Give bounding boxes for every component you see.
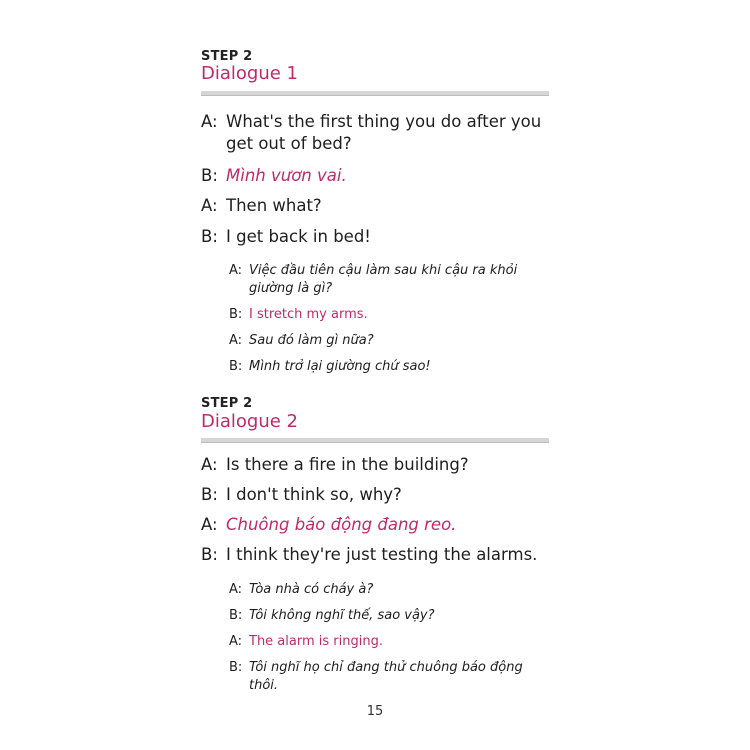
line-text: I think they're just testing the alarms. bbox=[226, 545, 538, 564]
dialogue-1-line-1-continued: get out of bed? bbox=[226, 134, 352, 153]
line-text: I don't think so, why? bbox=[226, 485, 402, 504]
step-label: STEP 2 bbox=[201, 396, 253, 411]
dialogue-1-translation-1 bbox=[229, 263, 517, 278]
line-text: Sau đó làm gì nữa? bbox=[249, 333, 374, 348]
dialogue-2-title: Dialogue 2 bbox=[201, 411, 298, 432]
dialogue-2-translation-4-continued: thôi. bbox=[249, 678, 279, 693]
speaker-label: A: bbox=[201, 455, 218, 474]
line-text: The alarm is ringing. bbox=[249, 634, 383, 649]
line-text: Tôi không nghĩ thế, sao vậy? bbox=[249, 608, 435, 623]
speaker-label: B: bbox=[229, 307, 243, 322]
dialogue-1-line-4 bbox=[201, 227, 371, 246]
dialogue-1-translation-1-continued: giường là gì? bbox=[249, 281, 333, 296]
dialogue-1-line-2 bbox=[201, 166, 347, 185]
dialogue-1-line-1 bbox=[201, 112, 541, 131]
speaker-label: B: bbox=[201, 485, 218, 504]
line-text: Tòa nhà có cháy à? bbox=[249, 582, 374, 597]
speaker-label: B: bbox=[229, 608, 243, 623]
title-rule bbox=[201, 438, 549, 443]
line-text: Việc đầu tiên cậu làm sau khi cậu ra khỏi bbox=[249, 263, 518, 278]
line-text: What's the first thing you do after you bbox=[226, 112, 542, 131]
dialogue-2-translation-4 bbox=[229, 660, 523, 675]
dialogue-1-translation-4 bbox=[229, 359, 431, 374]
speaker-label: B: bbox=[201, 545, 218, 564]
line-text: Mình vươn vai. bbox=[226, 166, 347, 185]
line-text: I get back in bed! bbox=[226, 227, 371, 246]
line-text: Tôi nghĩ họ chỉ đang thử chuông báo động bbox=[249, 660, 523, 675]
line-text: I stretch my arms. bbox=[249, 307, 368, 322]
speaker-label: B: bbox=[201, 166, 218, 185]
line-text: Then what? bbox=[226, 196, 322, 215]
speaker-label: A: bbox=[201, 515, 218, 534]
dialogue-2-line-3 bbox=[201, 515, 456, 534]
step-label: STEP 2 bbox=[201, 49, 253, 64]
speaker-label: A: bbox=[229, 263, 243, 278]
line-text: Chuông báo động đang reo. bbox=[226, 515, 457, 534]
speaker-label: B: bbox=[201, 227, 218, 246]
speaker-label: B: bbox=[229, 660, 243, 675]
speaker-label: A: bbox=[201, 112, 218, 131]
dialogue-1-line-3 bbox=[201, 196, 322, 215]
speaker-label: A: bbox=[201, 196, 218, 215]
dialogue-1-translation-2 bbox=[229, 307, 368, 322]
dialogue-2-line-1 bbox=[201, 455, 469, 474]
title-rule bbox=[201, 91, 549, 96]
dialogue-2-translation-1 bbox=[229, 582, 373, 597]
dialogue-2-line-4 bbox=[201, 545, 537, 564]
dialogue-1-translation-3 bbox=[229, 333, 374, 348]
dialogue-2-translation-3 bbox=[229, 634, 383, 649]
dialogue-2-line-2 bbox=[201, 485, 402, 504]
line-text: Mình trở lại giường chứ sao! bbox=[249, 359, 431, 374]
dialogue-2-translation-2 bbox=[229, 608, 435, 623]
dialogue-1-title: Dialogue 1 bbox=[201, 63, 298, 84]
speaker-label: B: bbox=[229, 359, 243, 374]
speaker-label: A: bbox=[229, 582, 243, 597]
speaker-label: A: bbox=[229, 634, 243, 649]
speaker-label: A: bbox=[229, 333, 243, 348]
page-number: 15 bbox=[366, 704, 384, 719]
line-text: Is there a fire in the building? bbox=[226, 455, 469, 474]
